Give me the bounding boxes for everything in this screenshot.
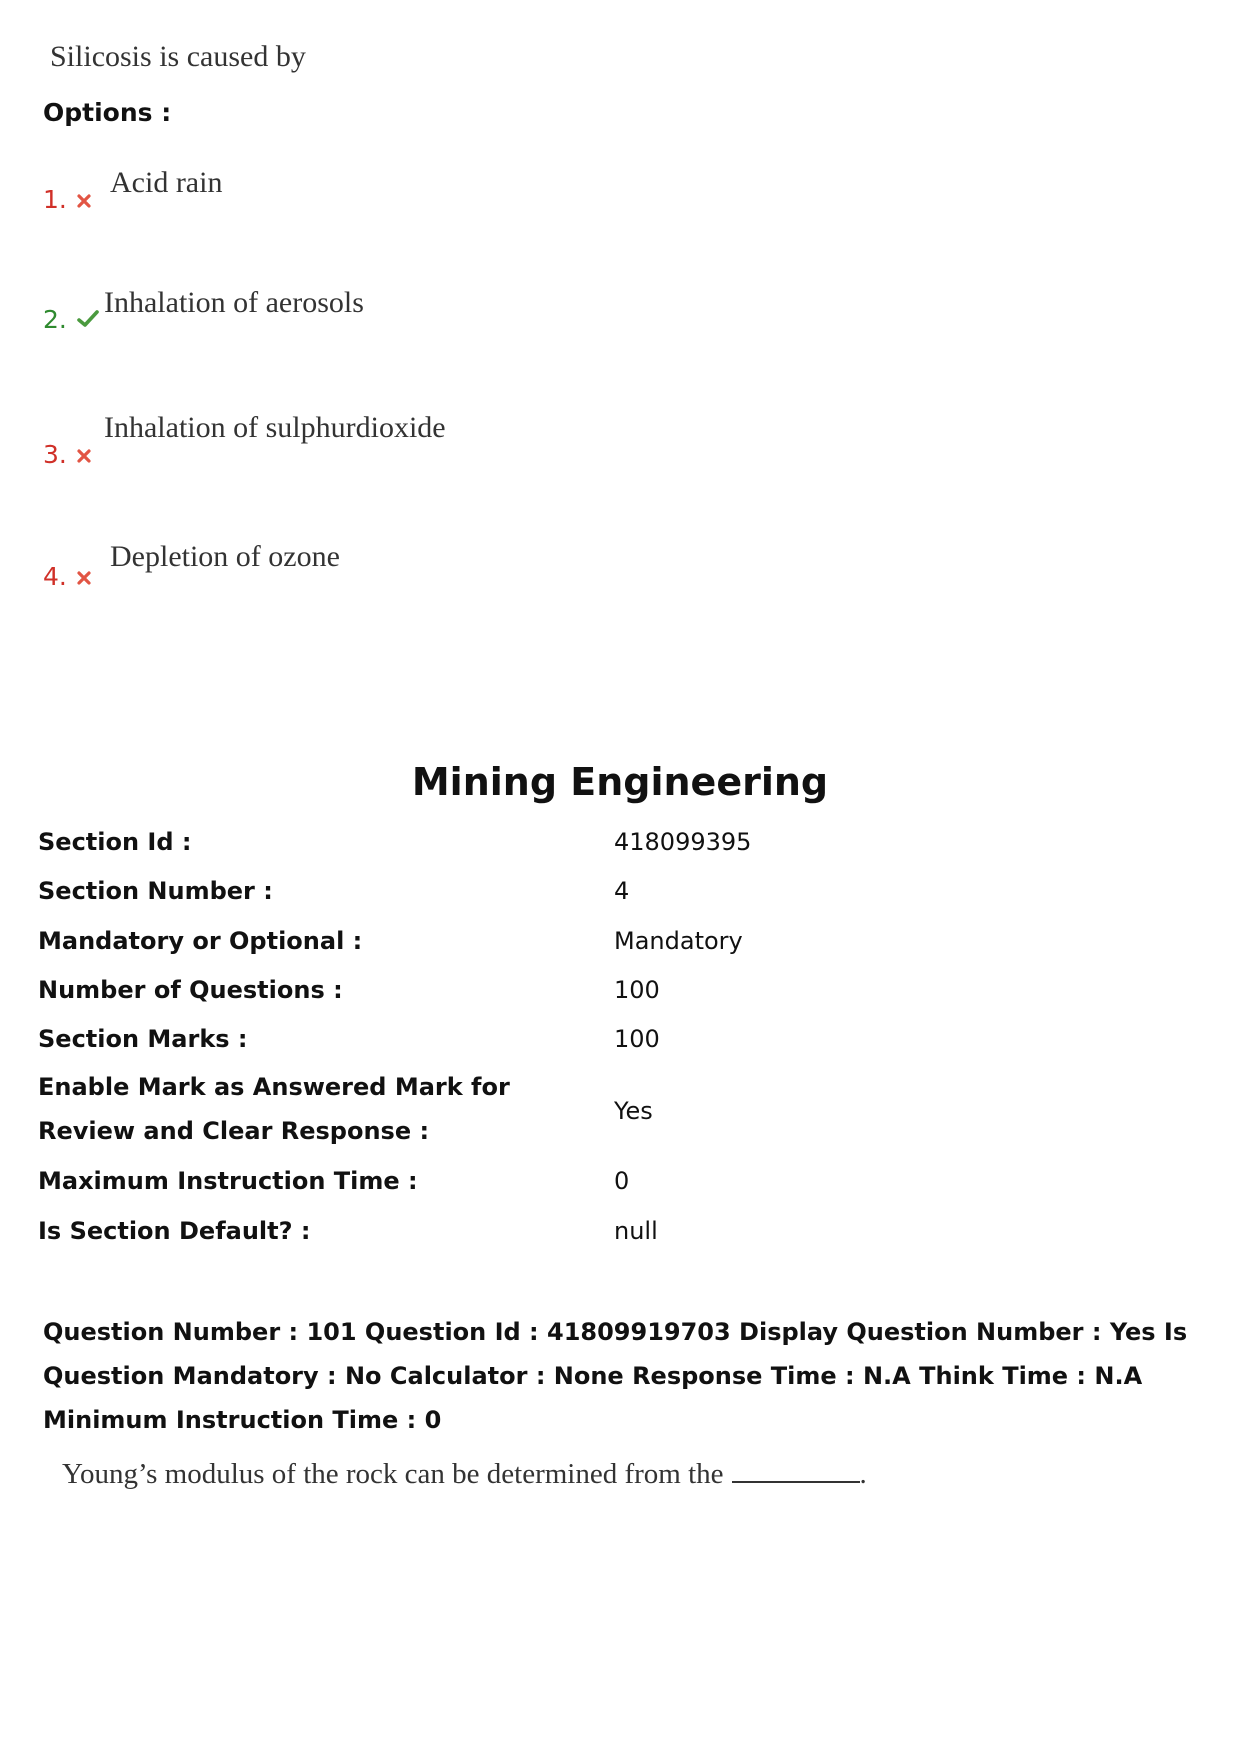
- options-label: Options :: [43, 98, 172, 127]
- option-2-number-wrapper: [43, 305, 99, 334]
- next-question-line: [62, 1458, 867, 1491]
- is-section-default-label: Is Section Default? :: [38, 1217, 311, 1245]
- cross-icon: [77, 185, 91, 214]
- option-3-number-wrapper: [43, 440, 91, 469]
- section-marks-label: Section Marks :: [38, 1025, 248, 1053]
- cross-icon: [77, 440, 91, 469]
- question-text: Silicosis is caused by: [50, 40, 306, 73]
- option-4-number: 4.: [43, 562, 67, 591]
- number-of-questions-value: 100: [614, 976, 660, 1004]
- section-id-label: Section Id :: [38, 828, 192, 856]
- option-3-text: Inhalation of sulphurdioxide: [104, 411, 446, 444]
- cross-icon: [77, 562, 91, 591]
- enable-mark-label: Enable Mark as Answered Mark for Review and Clear Response :: [38, 1073, 510, 1145]
- option-1-text: Acid rain: [110, 166, 223, 199]
- option-3-number: 3.: [43, 440, 67, 469]
- option-4-text: Depletion of ozone: [110, 540, 340, 573]
- section-marks-value: 100: [614, 1025, 660, 1053]
- section-id-value: 418099395: [614, 828, 752, 856]
- next-question-period: .: [859, 1458, 867, 1490]
- option-4-number-wrapper: [43, 562, 91, 591]
- question-meta: Question Number : 101 Question Id : 41809919703 Display Question Number : Yes Is Question Mandatory : No Calculator : None Response Time : N.A Think Time : N.A Minimum Instruction Time : 0: [43, 1318, 1188, 1434]
- enable-mark-value: Yes: [614, 1097, 653, 1125]
- option-1-number-wrapper: [43, 185, 91, 214]
- option-2-number: 2.: [43, 305, 67, 334]
- section-number-label: Section Number :: [38, 877, 273, 905]
- option-1-number: 1.: [43, 185, 67, 214]
- next-question-text: Young’s modulus of the rock can be determined from the: [62, 1458, 724, 1490]
- max-instruction-time-label: Maximum Instruction Time :: [38, 1167, 418, 1195]
- answer-blank: [732, 1459, 860, 1483]
- section-title: Mining Engineering: [411, 760, 829, 804]
- max-instruction-time-value: 0: [614, 1167, 630, 1195]
- section-number-value: 4: [614, 877, 630, 905]
- option-2-text: Inhalation of aerosols: [104, 286, 364, 319]
- number-of-questions-label: Number of Questions :: [38, 976, 343, 1004]
- mandatory-optional-value: Mandatory: [614, 927, 743, 955]
- check-icon: [77, 305, 99, 334]
- mandatory-optional-label: Mandatory or Optional :: [38, 927, 363, 955]
- is-section-default-value: null: [614, 1217, 658, 1245]
